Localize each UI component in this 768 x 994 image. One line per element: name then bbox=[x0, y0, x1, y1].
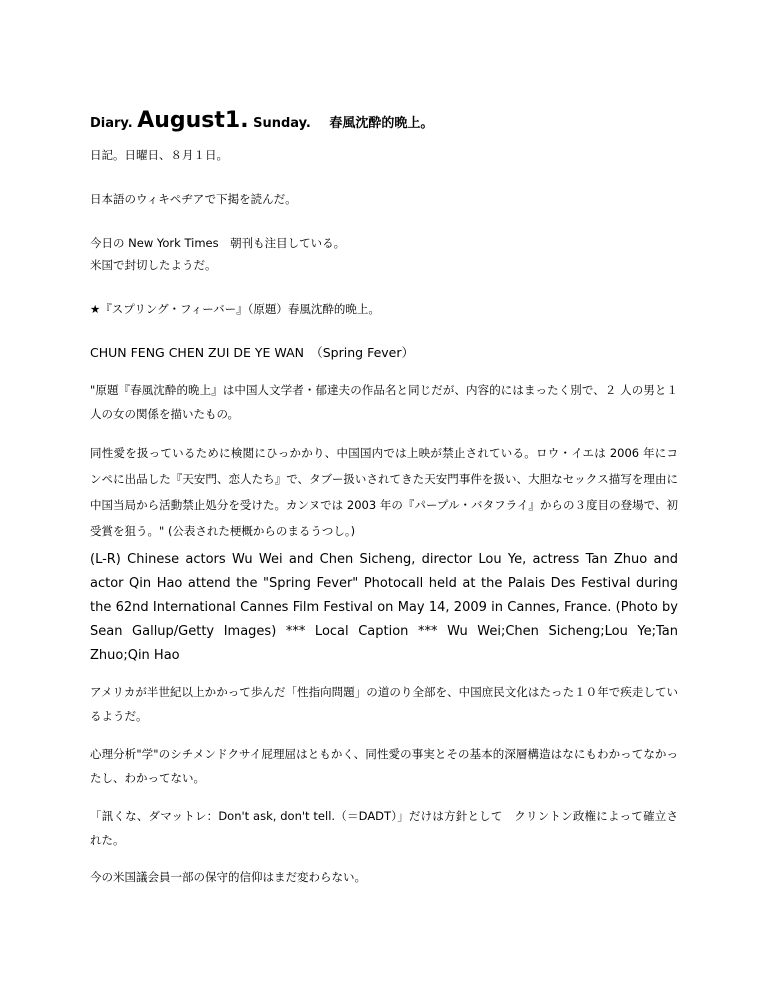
diary-heading bbox=[90, 108, 433, 133]
paragraph-dadt: 「訊くな、ダマットレ：Don't ask, don't tell.（＝DADT）」だけは方針として クリントン政権によって確立された。 bbox=[90, 809, 678, 847]
heading-diary-label: Diary. bbox=[90, 116, 133, 131]
paragraph-film-title: ★『スプリング・フィーバー』（原題）春風沈酔的晩上。 bbox=[90, 302, 380, 316]
heading-title: 春風沈酔的晩上。 bbox=[329, 116, 434, 131]
paragraph-synopsis: "原題『春風沈酔的晩上』は中国人文学者・郁達夫の作品名と同じだが、内容的にはまったく別で、２ 人の男と１人の女の関係を描いたもの。 bbox=[90, 383, 678, 421]
paragraph-orientation-issue: アメリカが半世紀以上かかって歩んだ「性指向問題」の道のり全部を、中国庶民文化はたった１０年で疾走しているようだ。 bbox=[90, 685, 678, 723]
paragraph-date: 日記。日曜日、８月１日。 bbox=[90, 148, 228, 162]
paragraph-wikipedia: 日本語のウィキペヂアで下掲を読んだ。 bbox=[90, 192, 297, 206]
heading-date: August1. bbox=[137, 108, 249, 133]
paragraph-congress: 今の米国議会員一部の保守的信仰はまだ変わらない。 bbox=[90, 870, 366, 884]
paragraph-psychoanalysis: 心理分析"学"のシチメンドクサイ屁理屈はともかく、同性愛の事実とその基本的深層構造はなにもわかってなかったし、わかってない。 bbox=[90, 747, 678, 785]
heading-weekday: Sunday. bbox=[253, 116, 311, 131]
paragraph-nytimes bbox=[90, 232, 678, 276]
paragraph-censorship: 同性愛を扱っているために検閲にひっかかり、中国国内では上映が禁止されている。ロウ・イエは 2006 年にコンペに出品した『天安門、恋人たち』で、タブー扱いされてきた天安門事件を扱い、大胆なセックス描写を理由に中国当局から活動禁止処分を受けた。カンヌでは 2003 年の『パープル・バタフライ』からの３度目の登場で、初受賞を狙う。" (公表された梗概からのまるうつし。) bbox=[90, 446, 678, 538]
paragraph-romanized-title: CHUN FENG CHEN ZUI DE YE WAN （Spring Fever） bbox=[90, 345, 414, 360]
nytimes-line: 今日の New York Times 朝刊も注目している。 bbox=[90, 236, 346, 250]
release-line: 米国で封切したようだ。 bbox=[90, 258, 217, 272]
paragraph-photo-caption: (L-R) Chinese actors Wu Wei and Chen Sicheng, director Lou Ye, actress Tan Zhuo and actor Qin Hao attend the "Spring Fever" Photocall held at the Palais Des Festival during the 62nd International Cannes Film Festival on May 14, 2009 in Cannes, France. (Photo by Sean Gallup/Getty Images) *** Local Caption *** Wu Wei;Chen Sicheng;Lou Ye;Tan Zhuo;Qin Hao bbox=[90, 552, 678, 663]
